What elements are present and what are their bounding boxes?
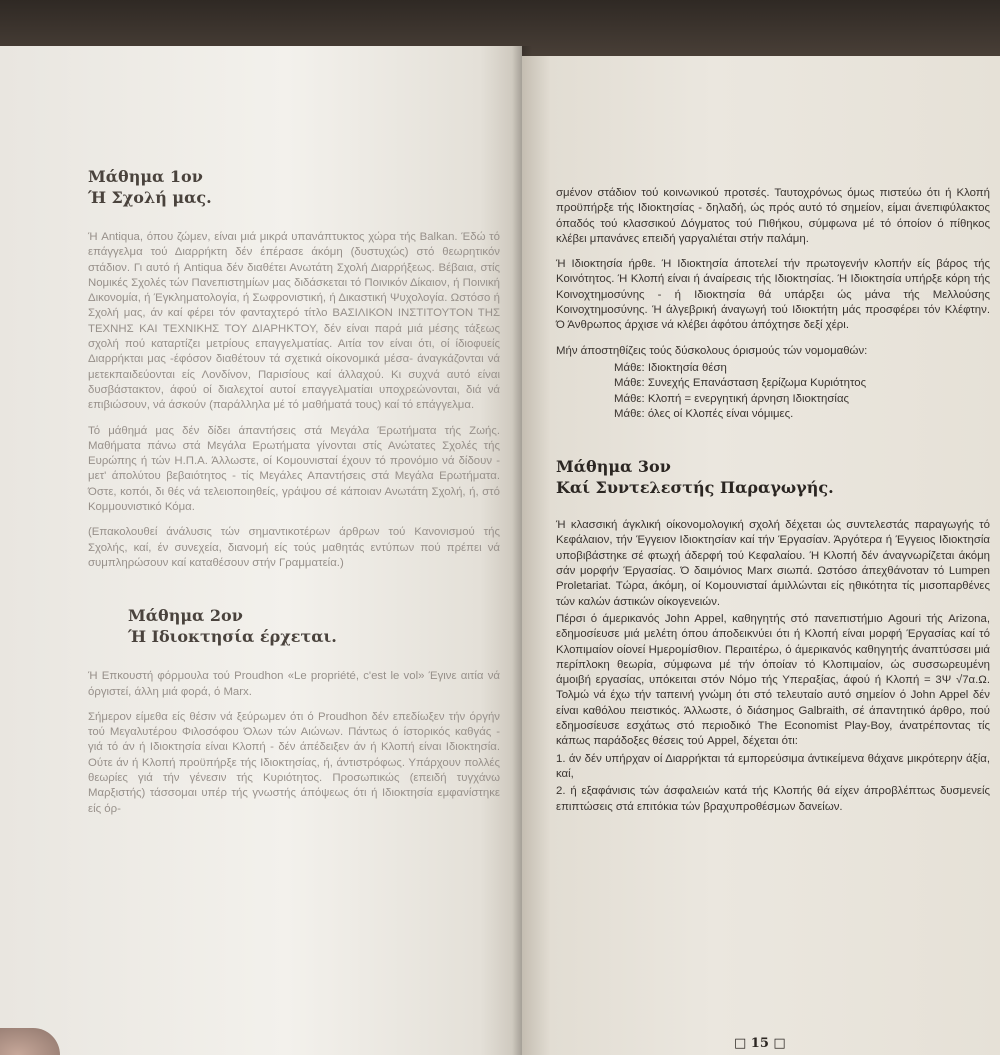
list-item: Μάθε: Συνεχής Επανάσταση ξερίζωμα Κυριότητος — [614, 377, 867, 390]
lesson-1-paragraph: (Επακολουθεί άνάλυσις τών σημαντικοτέρων άρθρων τού Κανονισμού τής Σχολής, καί, έν συνεχεία, διανομή είς τούς μαθητάς εντύπων πού πρέπει νά συμπληρώσουν καί καταθέσουν στήν Γραμματεία.) — [88, 526, 500, 569]
left-page — [0, 46, 522, 1055]
lesson-2-section — [88, 605, 500, 817]
page-number: □ 15 □ — [734, 1036, 786, 1051]
lesson-1-paragraph: Τό μάθημά μας δέν δίδει άπαντήσεις στά Μεγάλα Έρωτήματα τής Ζωής. Μαθήματα πάνω στά Μεγάλα Ερωτήματα γίνονται στίς Ανώτατες Σχολές τής Ευρώπης ή τών Η.Π.Α. Άλλωστε, οί Κομουνισταί έχουν τό προνόμιο νά δίδουν - μετ' άπολύτου βεβαιότητος - τίς Μεγάλες Απαντήσεις στά Μεγάλα Ερωτήματα. Όστε, κοπόι, δι θές νά τελειοποιηθείς, γράψου σέ κάποιαν Ανωτάτη Σχολή, ή, στό Κομμουνιστικό Κόμα. — [88, 424, 500, 514]
continuation-paragraph: Μήν άποστηθίζεις τούς δύσκολους όρισμούς τών νομομαθών: — [556, 344, 868, 357]
continuation-paragraph: σμένον στάδιον τού κοινωνικού προτσές. Ταυτοχρόνως όμως πιστεύω ότι ή Κλοπή προϋπήρξε τής Ιδιοκτησίας - δηλαδή, ώς πρός αυτό τό σημείον, είμαι άνεπιφύλακτος όπαδός τού κλασσικού Δόγματος τού Πιθήκου, σύμφωνα μέ τό όποίον ό πίθηκος κλέβει μπανάνες επειδή γαργαλιέται στήν παλάμη. — [556, 187, 990, 245]
lesson-2-paragraph: Σήμερον είμεθα είς θέσιν νά ξεύρωμεν ότι ό Proudhon δέν επεδίωξεν τήν όργήν τού Μεγαλυτέρου Φιλοσόφου Όλων τών Αιώνων. Πάντως ό ίστορικός καθγάς - γιά τό άν ή Ιδιοκτησία είναι Κλοπή - δέν άπέδειξεν άν ή Κλοπή είναι Ιδιοκτησία. Ούτε άν ή Κλοπή προϋπήρξε τής Ιδιοκτησίας, ή, άντιστρόφως. Υπάρχουν πολλές θεωρίες γιά τήν γένεσιν τής Κυριότητος. Προσωπικώς (επειδή τυγχάνω Μαρξιστής) τάσσομαι υπέρ τής γνωστής άπόψεως ότι ή Ιδιοκτησία εμφανίστηκε είς όρ- — [88, 710, 500, 815]
right-page — [522, 56, 1000, 1055]
left-text-block — [88, 166, 500, 817]
lesson-3-paragraph: 2. ή εξαφάνισις τών άσφαλειών κατά τής Κλοπής θά είχεν άπροβλέπτως δυσμενείς επιπτώσεις στά επιτόκια τών βραχυπροθέσμων δανείων. — [556, 785, 990, 813]
list-item: Μάθε: Ιδιοκτησία θέση — [614, 361, 727, 374]
lesson-3-paragraph: Ή κλασσική άγκλική οίκονομολογική σχολή δέχεται ώς συντελεστάς παραγωγής τό Κεφάλαιον, τήν Έγγειον Ιδιοκτησίαν καί τήν Έργασίαν. Άργότερα ή Έγγειος Ιδιοκτησία υποβιβάστηκε σέ φτωχή άδερφή τού Κεφαλαίου. Ή Κλοπή δέν άναγνωρίζεται άκόμη σάν μορφήν Έργασίας. Ό δαιμόνιος Marx σιωπά. Ωστόσο άπεχθάνοταν τό Lumpen Proletariat. Τώρα, άκόμη, οί Κομουνισταί άμιλλώνται είς ηθικότητα τίς μισοπαρθένες τών καλών άστικών οίκογενειών. — [556, 519, 990, 608]
right-text-block — [556, 186, 990, 815]
lesson-2-heading: Μάθημα 2ον — [128, 606, 243, 626]
lesson-3-heading: Μάθημα 3ον — [556, 457, 671, 477]
lesson-2-paragraph: Ή Επκουστή φόρμουλα τού Proudhon «Le propriété, c'est le vol» Έγινε αιτία νά όργιστεί, άλλη μιά φορά, ό Marx. — [88, 670, 500, 698]
list-item: Μάθε: Κλοπή = ενεργητική άρνηση Ιδιοκτησίας — [614, 392, 850, 405]
lesson-1-section — [88, 166, 500, 571]
definition-list — [614, 361, 990, 422]
lesson-1-subheading: Ή Σχολή μας. — [88, 188, 212, 207]
lesson-2-subheading: Ή Ιδιοκτησία έρχεται. — [128, 627, 337, 647]
continuation-paragraph: Ή Ιδιοκτησία ήρθε. Ή Ιδιοκτησία άποτελεί τήν πρωτογενήν κλοπήν είς βάρος τής Κοινότητος. Ή Κλοπή είναι ή άναίρεσις τής Ιδιοκτησίας. Ή Ιδιοκτησία υπήρξε κόρη τής Κοινοχτημοσύνης - ή Ιδιοκτησία θά υπάρξει ώς μάνα τής Μελλούσης Κοινοχτημοσύνης. Ή άλγεβρική άναγωγή τού Ιδιοκτήτη μάς προσφέρει τόν Κλέφτην. Ό Άνθρωπος άρχισε νά κλέβει άφότου άπόχτησε δεξί χέρι. — [556, 258, 990, 332]
lesson-3-subheading: Καί Συντελεστής Παραγωγής. — [556, 478, 834, 498]
lesson-1-paragraph: Ή Antiqua, όπου ζώμεν, είναι μιά μικρά υπανάπτυκτος χώρα τής Balkan. Έδώ τό επάγγελμα τού Διαρρήκτη δέν έπέρασε άκόμη (δυστυχώς) στό θεωρητικόν στάδιον. Γι αυτό ή Antiqua δέν διαθέτει Ανωτάτη Σχολή Διαρρήξεως. Βέβαια, στίς Νομικές Σχολές τών Πανεπιστημίων μας διδάσκεται τό Ποινικόν Δίκαιον, ή Ποινική Δικονομία, ή Έγκληματολογία, ή Σωφρονιστική, ή Δικαστική Ψυχολογία. Ωστόσο ή Σχολή μας, άν καί φέρει τόν φανταχτερό τίτλο ΒΑΣΙΛΙΚΟΝ ΙΝΣΤΙΤΟΥΤΟΝ ΤΗΣ ΤΕΧΝΗΣ ΚΑΙ ΤΕΧΝΙΚΗΣ ΤΟΥ ΔΙΑΡΗΚΤΟΥ, δέν είναι παρά μιά μέσης τάξεως σχολή πού καταρτίζει μετρίους επαγγελματίας. Αιτία τον είναι ότι, οί ίδιοφυείς Διαρρήκται μας -έφόσον διαθέτουν τά σχετικά οίκονομικά μέσα- άναγκάζονται νά μετεκπαιδεύονται είς Λονδίνον, Παρισίους καί άλλαχού. Κι συχνά αυτό είναι δυσβάστακτον, άφού οί διαλεχτοί αυτοί επαγγελματίαι υποχρεώνονται, διά νά επιβιώσουν, νά άσκούν (παράλληλα μέ τό μαθήματά τους) καί τό επάγγελμα. — [88, 231, 500, 412]
lesson-3-section — [556, 456, 990, 815]
lesson-3-paragraph: 1. άν δέν υπήρχαν οί Διαρρήκται τά εμπορεύσιμα άντικείμενα θάχανε μικρότερην άξία, καί, — [556, 752, 990, 780]
lesson-3-paragraph: Πέρσι ό άμερικανός John Appel, καθηγητής στό πανεπιστήμιο Agouri τής Arizona, εδημοσίευσε μιά μελέτη όπου άποδεικνύει ότι ή Κλοπή είναι μορφή Έργασίας καί τό Κλοπιμαίον οίονεί Ημερομίσθιον. Περαιτέρω, ό άμερικανός καθηγητής άναπτύσσει μιά περίπλοκη θεωρία, σύμφωνα μέ τήν όποίαν τό Κλοπιμαίον, ώς συσσωρευμένη άμοιβή εργασίας, υπόκειται στόν Νόμο τής Υπεραξίας, άφού ή Κλοπή = 3Ψ √7α.Ω. Τολμώ νά έχω τήν ταπεινή γνώμη ότι στό τελευταίο αυτό σημείον ό John Appel δέν είναι καθόλου πειστικός. Άλλωστε, ό διάσημος Galbraith, σέ άπαντητικό άρθρο, πού εδημοσίευσε εσχάτως στό περιοδικό The Economist Play-Boy, άνατρέποντας τίς κάπως παράδοξες θέσεις τού Appel, δέχεται ότι: — [556, 612, 990, 748]
lesson-1-heading: Μάθημα 1ον — [88, 167, 203, 186]
list-item: Μάθε: όλες οί Κλοπές είναι νόμιμες. — [614, 407, 794, 420]
